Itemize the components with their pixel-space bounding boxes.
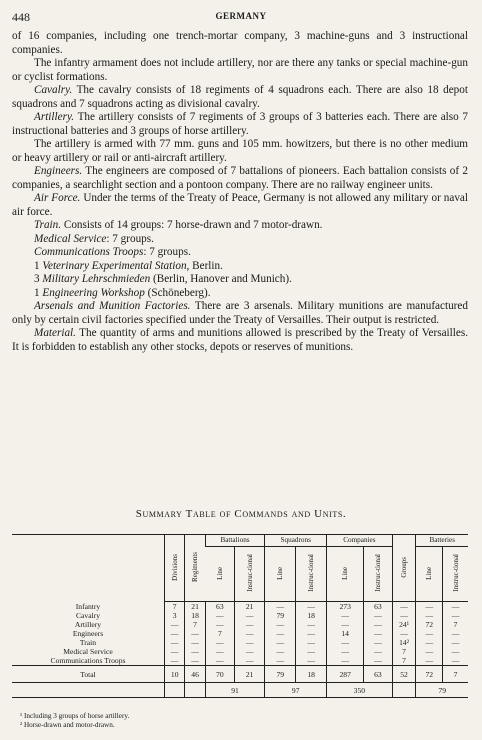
table-row [12,602,468,612]
col-header-groups: Groups [392,535,416,602]
table-cell: — [234,629,264,638]
list-item: 3 Military Lehrschmieden (Berlin, Hanover and Munich). [34,273,292,285]
table-cell: — [165,620,185,629]
total-row [12,666,468,683]
table-cell: 46 [185,666,205,683]
table-cell: — [327,647,364,656]
table-cell: 7 [392,656,416,666]
table-cell: — [165,638,185,647]
table-cell: — [165,647,185,656]
table-cell: — [327,656,364,666]
table-cell: 3 [165,611,185,620]
table-cell: — [296,656,327,666]
list-item: 1 Veterinary Experimental Station, Berlin. [34,259,223,272]
group-header-battalions: Battalions [205,535,265,547]
table-cell: — [416,611,443,620]
subtotal-batteries: 79 [416,683,468,698]
row-label: Engineers [72,629,104,638]
table-cell: — [205,647,234,656]
col-header-bat-line: Line [205,547,234,602]
col-header-bt-line: Line [416,547,443,602]
table-cell: — [185,629,205,638]
table-cell: 18 [296,611,327,620]
summary-table [12,534,468,698]
table-cell: 63 [364,666,392,683]
summary-table-wrap [12,534,468,698]
table-cell: — [165,656,185,666]
empty-cell [185,683,205,698]
row-label: Cavalry [75,611,101,620]
paragraph: of 16 companies, including one trench-mortar company, 3 machine-guns and 3 instructional companies. [12,30,468,56]
table-cell: — [296,638,327,647]
table-cell: 21 [234,666,264,683]
table-cell: 7 [205,629,234,638]
table-cell: — [443,602,468,612]
table-cell: — [443,611,468,620]
col-header-sq-line: Line [265,547,296,602]
row-label: Train [79,638,97,647]
table-cell: 14² [392,638,416,647]
col-header-co-line: Line [327,547,364,602]
table-cell: 14 [327,629,364,638]
table-cell: — [234,620,264,629]
col-header-co-instr: Instruc-tional [364,547,392,602]
table-cell: — [265,638,296,647]
paragraph: Artillery. The artillery consists of 7 regiments of 3 groups of 3 batteries each. There are also 7 instructional batteries and 3 groups of horse artillery. [12,111,468,137]
table-cell: — [265,602,296,612]
table-cell: — [443,647,468,656]
table-cell: — [234,647,264,656]
table-cell: — [443,629,468,638]
table-cell: 21 [234,602,264,612]
table-cell: 21 [185,602,205,612]
col-header-regiments: Regiments [185,535,205,602]
col-header-bt-instr: Instruc-tional [443,547,468,602]
table-cell: — [234,638,264,647]
table-cell: — [265,620,296,629]
empty-cell [12,683,165,698]
paragraph: Arsenals and Munition Factories. There are 3 arsenals. Military munitions are manufactured only by certain civil factories specified under the Treaty of Versailles. Their output is restricted. [12,300,468,326]
table-cell: 18 [296,666,327,683]
col-header-divisions: Divisions [165,535,185,602]
table-row [12,629,468,638]
table-cell: 287 [327,666,364,683]
table-row [12,620,468,629]
table-row [12,656,468,666]
table-cell: — [416,638,443,647]
row-label: Artillery [74,620,102,629]
table-row [12,647,468,656]
paragraph: The infantry armament does not include artillery, nor are there any tanks or special machine-gun or cyclist formations. [12,57,468,83]
table-cell: — [296,602,327,612]
group-header-squadrons: Squadrons [265,535,327,547]
list-item: Communications Troops: 7 groups. [34,246,191,258]
table-cell: 79 [265,666,296,683]
table-cell: — [234,611,264,620]
table-cell: — [364,647,392,656]
row-label: Medical Service [63,647,113,656]
col-header-sq-instr: Instruc-tional [296,547,327,602]
group-header-companies: Companies [327,535,392,547]
table-cell: 70 [205,666,234,683]
subtotal-companies: 350 [327,683,392,698]
paragraph: Cavalry. The cavalry consists of 18 regiments of 4 squadrons each. There are also 18 depot squadrons and 7 squadrons acting as divisional cavalry. [12,84,468,110]
table-cell: — [364,656,392,666]
table-cell: 63 [364,602,392,612]
table-cell: — [364,611,392,620]
table-cell: 10 [165,666,185,683]
table-cell: 63 [205,602,234,612]
paragraph: Train. Consists of 14 groups: 7 horse-drawn and 7 motor-drawn. [34,219,323,231]
table-title: Summary Table of Commands and Units. [135,508,347,520]
table-cell: — [443,638,468,647]
table-body [12,602,468,698]
table-cell: — [416,629,443,638]
table-cell: — [416,647,443,656]
table-cell: — [416,602,443,612]
table-cell: — [165,629,185,638]
table-cell: 7 [443,620,468,629]
table-cell: 273 [327,602,364,612]
table-row [12,611,468,620]
footnote: ¹ Including 3 groups of horse artillery. [20,712,130,720]
running-title: GERMANY [215,11,267,21]
table-cell: — [443,656,468,666]
table-cell: — [364,638,392,647]
table-cell: 18 [185,611,205,620]
subtotal-battalions: 91 [205,683,265,698]
paragraph: The artillery is armed with 77 mm. guns and 105 mm. howitzers, but there is no other medium or heavy artillery or rail or anti-aircraft artillery. [12,138,468,164]
table-cell: 7 [165,602,185,612]
table-cell: — [185,638,205,647]
table-cell: — [234,656,264,666]
table-cell: — [364,629,392,638]
table-cell: — [265,656,296,666]
table-cell: 52 [392,666,416,683]
table-cell: — [265,647,296,656]
corner-cell [12,535,165,602]
paragraph: Engineers. The engineers are composed of 7 battalions of pioneers. Each battalion consists of 2 companies, a searchlight section and a pontoon company. There are no railway engineer units. [12,165,468,191]
table-row [12,638,468,647]
empty-cell [392,683,416,698]
subtotal-squadrons: 97 [265,683,327,698]
empty-cell [165,683,185,698]
table-cell: — [392,611,416,620]
footnote: ² Horse-drawn and motor-drawn. [20,720,115,729]
group-header-batteries: Batteries [416,535,468,547]
table-cell: 79 [265,611,296,620]
table-cell: 7 [185,620,205,629]
row-label: Infantry [75,601,101,611]
table-cell: — [205,611,234,620]
page-number: 448 [12,10,30,24]
row-label: Total [12,666,165,683]
table-cell: 72 [416,666,443,683]
table-cell: — [392,629,416,638]
row-label: Communications Troops [50,656,126,665]
table-cell: — [205,620,234,629]
table-cell: — [416,656,443,666]
paragraph: Air Force. Under the terms of the Treaty of Peace, Germany is not allowed any military or naval air force. [12,192,468,218]
table-cell: — [364,620,392,629]
table-cell: — [327,620,364,629]
paragraph: Material. The quantity of arms and munitions allowed is prescribed by the Treaty of Versailles. It is forbidden to establish any other stocks, depots or reserves of munitions. [12,327,468,353]
body-text [12,30,468,354]
table-cell: 72 [416,620,443,629]
table-cell: — [205,638,234,647]
footnotes [20,712,129,729]
table-cell: — [185,647,205,656]
table-cell: — [185,656,205,666]
table-cell: 24¹ [392,620,416,629]
table-cell: — [296,620,327,629]
table-cell: 7 [443,666,468,683]
col-header-bat-instr: Instruc-tional [234,547,264,602]
page-header [12,10,470,26]
table-cell: — [327,638,364,647]
table-cell: — [392,602,416,612]
table-cell: — [296,629,327,638]
table-cell: — [205,656,234,666]
list-item: 1 Engineering Workshop (Schöneberg). [34,286,211,299]
subtotal-row [12,683,468,698]
table-cell: — [327,611,364,620]
table-cell: — [296,647,327,656]
table-cell: 7 [392,647,416,656]
list-item: Medical Service: 7 groups. [34,232,154,245]
table-cell: — [265,629,296,638]
